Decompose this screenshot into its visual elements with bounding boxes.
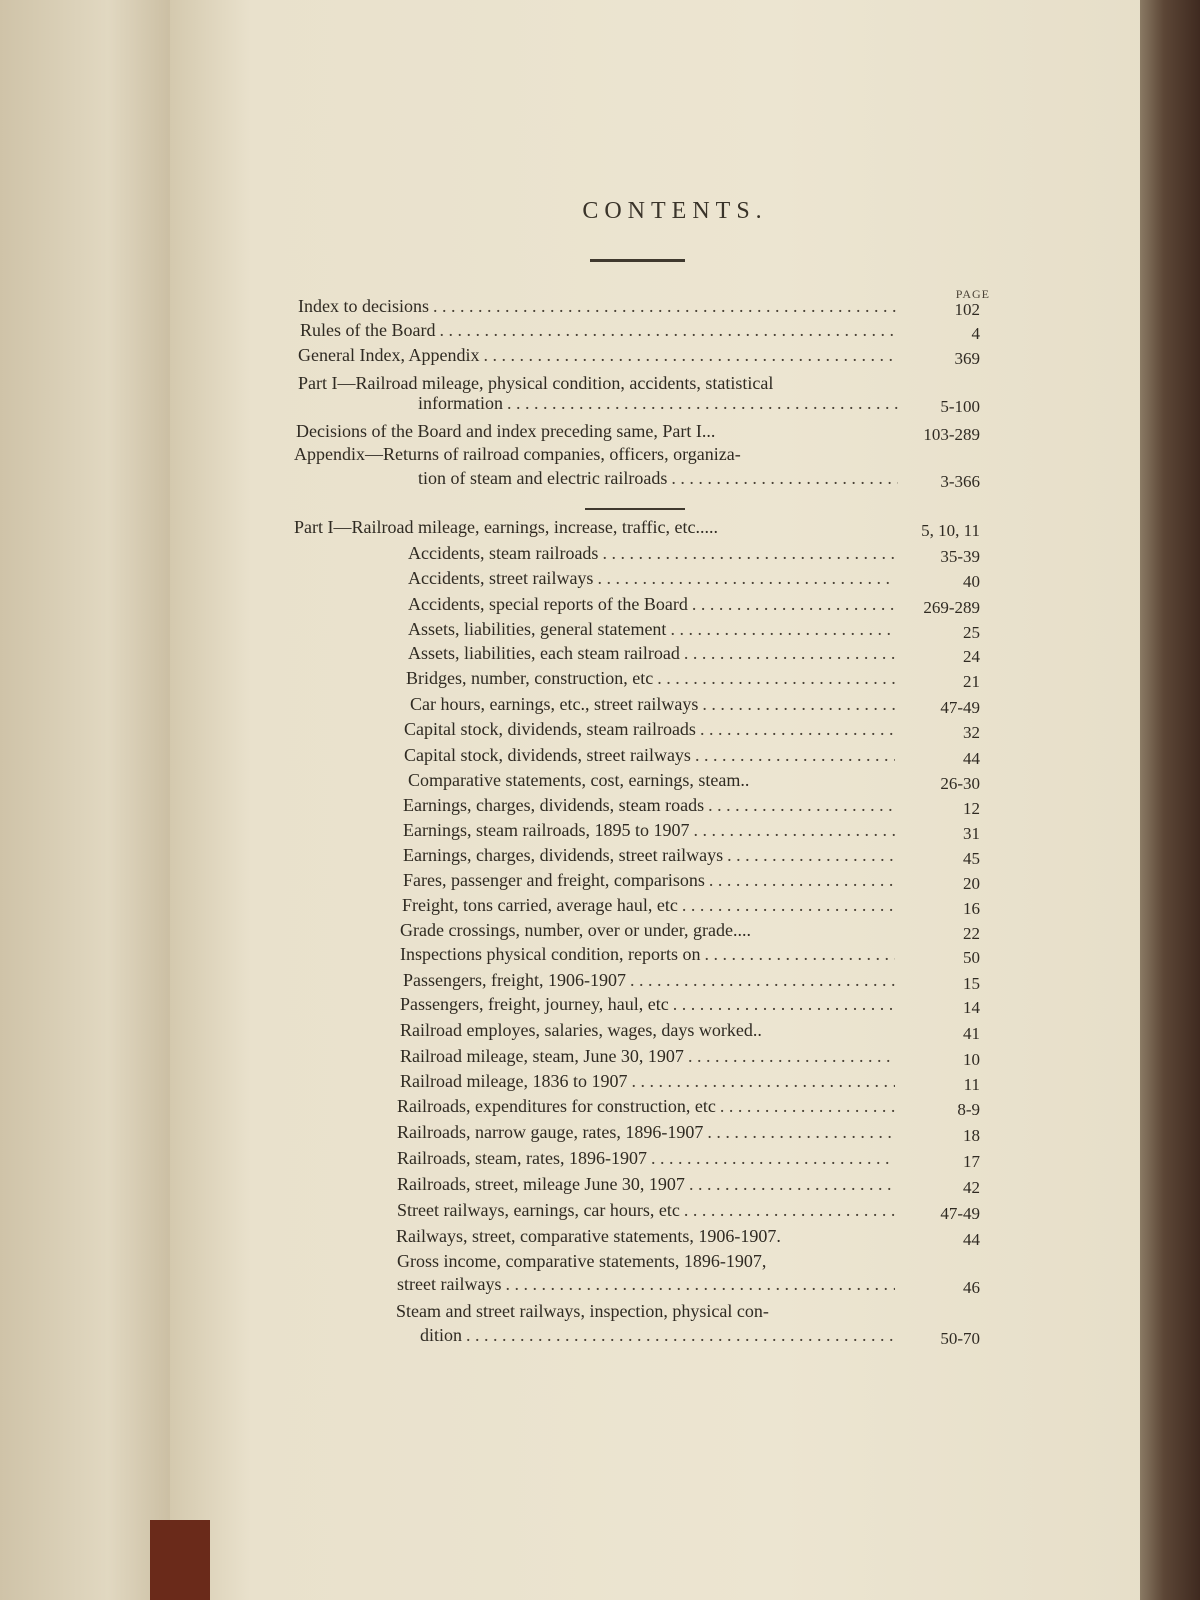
toc-entry-page: 46 (963, 1278, 980, 1297)
toc-entry-label: Accidents, special reports of the Board (408, 594, 688, 614)
dot-leader (709, 867, 895, 893)
dot-leader (693, 817, 895, 843)
toc-entry (397, 1119, 895, 1145)
toc-entry (410, 691, 895, 717)
toc-entry-page: 25 (963, 623, 980, 642)
page-title: CONTENTS. (582, 198, 768, 224)
dot-leader (688, 1043, 895, 1069)
toc-entry-label: Passengers, freight, 1906-1907 (403, 970, 626, 990)
toc-entry-label: Railroads, narrow gauge, rates, 1896-1907 (397, 1122, 704, 1142)
toc-entry-label: Grade crossings, number, over or under, grade.... (400, 920, 751, 940)
toc-entry-page: 5, 10, 11 (921, 521, 980, 540)
toc-entry (400, 1043, 895, 1069)
toc-entry-label: Capital stock, dividends, street railways (404, 745, 691, 765)
dot-leader (700, 716, 895, 742)
toc-entry (408, 640, 895, 666)
dot-leader (689, 1171, 895, 1197)
toc-entry (408, 767, 895, 793)
toc-entry-label: Fares, passenger and freight, comparisons (403, 870, 705, 890)
dot-leader (720, 1093, 895, 1119)
toc-entry (397, 1197, 895, 1223)
toc-entry (400, 917, 895, 943)
toc-entry-page: 42 (963, 1178, 980, 1197)
toc-entry (403, 867, 895, 893)
toc-entry-page: 369 (954, 349, 980, 368)
toc-entry-label: Freight, tons carried, average haul, etc (402, 895, 678, 915)
toc-entry-page: 4 (971, 324, 980, 343)
contents-page (170, 0, 1180, 1600)
toc-entry (403, 792, 895, 818)
toc-entry-label: Bridges, number, construction, etc (406, 668, 654, 688)
dot-leader (631, 1068, 895, 1094)
toc-entry-page: 41 (963, 1024, 980, 1043)
toc-entry-label: Railways, street, comparative statements, 1906-1907. (396, 1226, 781, 1246)
toc-entry-page: 102 (954, 300, 980, 319)
toc-entry-page: 8-9 (957, 1100, 980, 1119)
toc-entry-label: Gross income, comparative statements, 1896-1907, (397, 1251, 767, 1271)
toc-entry-label: dition (420, 1325, 463, 1345)
toc-entry-label: information (418, 393, 503, 413)
toc-entry-page: 20 (963, 874, 980, 893)
toc-entry (397, 1145, 895, 1171)
toc-entry-label: Railroads, steam, rates, 1896-1907 (397, 1148, 647, 1168)
dot-leader (597, 565, 895, 591)
left-page-edge (0, 0, 180, 1600)
toc-entry-label: Railroad employes, salaries, wages, days worked.. (400, 1020, 762, 1040)
toc-entry (298, 293, 898, 319)
toc-entry-page: 32 (963, 723, 980, 742)
toc-entry (408, 616, 895, 642)
toc-entry-page: 11 (963, 1075, 980, 1094)
toc-entry (402, 892, 895, 918)
toc-entry-label: Comparative statements, cost, earnings, steam.. (408, 770, 750, 790)
dot-leader (673, 991, 895, 1017)
book-cover-edge (150, 1520, 210, 1600)
toc-entry-label: Earnings, charges, dividends, street railways (403, 845, 724, 865)
toc-entry-label: Accidents, street railways (408, 568, 594, 588)
toc-entry-page: 12 (963, 799, 980, 818)
toc-entry (396, 1223, 895, 1249)
toc-entry (420, 1322, 895, 1348)
toc-entry-label: Part I—Railroad mileage, physical condition, accidents, statistical (298, 373, 774, 393)
toc-entry-label: Street railways, earnings, car hours, etc (397, 1200, 680, 1220)
toc-entry-page: 35-39 (940, 547, 980, 566)
toc-entry (403, 967, 895, 993)
toc-entry (408, 591, 895, 617)
toc-entry-label: Steam and street railways, inspection, physical con- (396, 1301, 769, 1321)
dot-leader (704, 941, 895, 967)
toc-entry-page: 103-289 (923, 425, 980, 444)
toc-entry-page: 26-30 (940, 774, 980, 793)
toc-entry-page: 40 (963, 572, 980, 591)
toc-entry-label: Capital stock, dividends, steam railroads (404, 719, 696, 739)
dot-leader (682, 892, 895, 918)
toc-entry-label: tion of steam and electric railroads (418, 468, 668, 488)
toc-entry-label: Earnings, steam railroads, 1895 to 1907 (403, 820, 690, 840)
toc-entry (397, 1093, 895, 1119)
toc-entry (406, 665, 895, 691)
toc-entry (418, 465, 898, 491)
toc-entry (298, 342, 898, 368)
toc-entry-page: 17 (963, 1152, 980, 1171)
toc-entry-page: 47-49 (940, 698, 980, 717)
toc-entry (403, 817, 895, 843)
dot-leader (695, 742, 895, 768)
toc-entry (408, 565, 895, 591)
toc-entry-label: General Index, Appendix (298, 345, 480, 365)
toc-entry-label: Decisions of the Board and index preceding same, Part I... (296, 421, 716, 441)
dot-leader (727, 842, 895, 868)
toc-entry-label: Assets, liabilities, each steam railroad (408, 643, 680, 663)
toc-entry (400, 991, 895, 1017)
toc-entry-label: Passengers, freight, journey, haul, etc (400, 994, 669, 1014)
toc-entry-label: Earnings, charges, dividends, steam roads (403, 795, 705, 815)
toc-entry (404, 742, 895, 768)
toc-entry-page: 44 (963, 1230, 980, 1249)
title-rule (590, 259, 685, 262)
page-column-header: PAGE (955, 287, 990, 301)
toc-entry (294, 441, 904, 467)
toc-entry (294, 514, 895, 540)
right-book-edge (1140, 0, 1200, 1600)
toc-entry (396, 1298, 895, 1324)
dot-leader (684, 1197, 895, 1223)
toc-entry-page: 10 (963, 1050, 980, 1069)
toc-entry-page: 45 (963, 849, 980, 868)
toc-entry-label: Index to decisions (298, 296, 429, 316)
dot-leader (439, 317, 898, 343)
toc-entry-page: 5-100 (940, 397, 980, 416)
toc-entry (397, 1171, 895, 1197)
dot-leader (507, 390, 898, 416)
toc-entry-label: Car hours, earnings, etc., street railways (410, 694, 699, 714)
toc-entry-page: 14 (963, 998, 980, 1017)
toc-entry-page: 15 (963, 974, 980, 993)
toc-entry (404, 716, 895, 742)
toc-entry-label: Part I—Railroad mileage, earnings, increase, traffic, etc..... (294, 517, 718, 537)
toc-entry-page: 31 (963, 824, 980, 843)
dot-leader (657, 665, 895, 691)
dot-leader (692, 591, 895, 617)
toc-entry-label: Railroads, street, mileage June 30, 1907 (397, 1174, 685, 1194)
toc-entry-page: 18 (963, 1126, 980, 1145)
toc-entry-label: Inspections physical condition, reports on (400, 944, 701, 964)
toc-entry-page: 21 (963, 672, 980, 691)
toc-entry (400, 1068, 895, 1094)
dot-leader (684, 640, 895, 666)
toc-entry-page: 47-49 (940, 1204, 980, 1223)
dot-leader (433, 293, 898, 319)
dot-leader (630, 967, 895, 993)
toc-entry-page: 22 (963, 924, 980, 943)
dot-leader (707, 1119, 895, 1145)
toc-entry (403, 842, 895, 868)
dot-leader (505, 1271, 895, 1297)
dot-leader (671, 465, 898, 491)
toc-entry (418, 390, 898, 416)
toc-entry-page: 269-289 (923, 598, 980, 617)
dot-leader (702, 691, 895, 717)
dot-leader (651, 1145, 895, 1171)
dot-leader (466, 1322, 895, 1348)
dot-leader (602, 540, 895, 566)
toc-entry-page: 50-70 (940, 1329, 980, 1348)
toc-entry-label: Railroad mileage, steam, June 30, 1907 (400, 1046, 684, 1066)
toc-entry (400, 1017, 895, 1043)
dot-leader (708, 792, 895, 818)
section-divider (585, 508, 685, 510)
toc-entry-page: 16 (963, 899, 980, 918)
toc-entry-label: Rules of the Board (300, 320, 436, 340)
toc-entry (400, 941, 895, 967)
toc-entry (397, 1271, 895, 1297)
toc-entry-label: Appendix—Returns of railroad companies, officers, organiza- (294, 444, 741, 464)
dot-leader (483, 342, 898, 368)
toc-entry (300, 317, 898, 343)
toc-entry-label: Accidents, steam railroads (408, 543, 599, 563)
dot-leader (670, 616, 895, 642)
toc-entry-page: 3-366 (940, 472, 980, 491)
toc-entry-page: 24 (963, 647, 980, 666)
toc-entry-label: street railways (397, 1274, 502, 1294)
toc-entry-page: 44 (963, 749, 980, 768)
toc-entry-label: Railroad mileage, 1836 to 1907 (400, 1071, 628, 1091)
toc-entry (408, 540, 895, 566)
toc-entry-label: Assets, liabilities, general statement (408, 619, 667, 639)
toc-entry-page: 50 (963, 948, 980, 967)
toc-entry-label: Railroads, expenditures for construction, etc (397, 1096, 716, 1116)
